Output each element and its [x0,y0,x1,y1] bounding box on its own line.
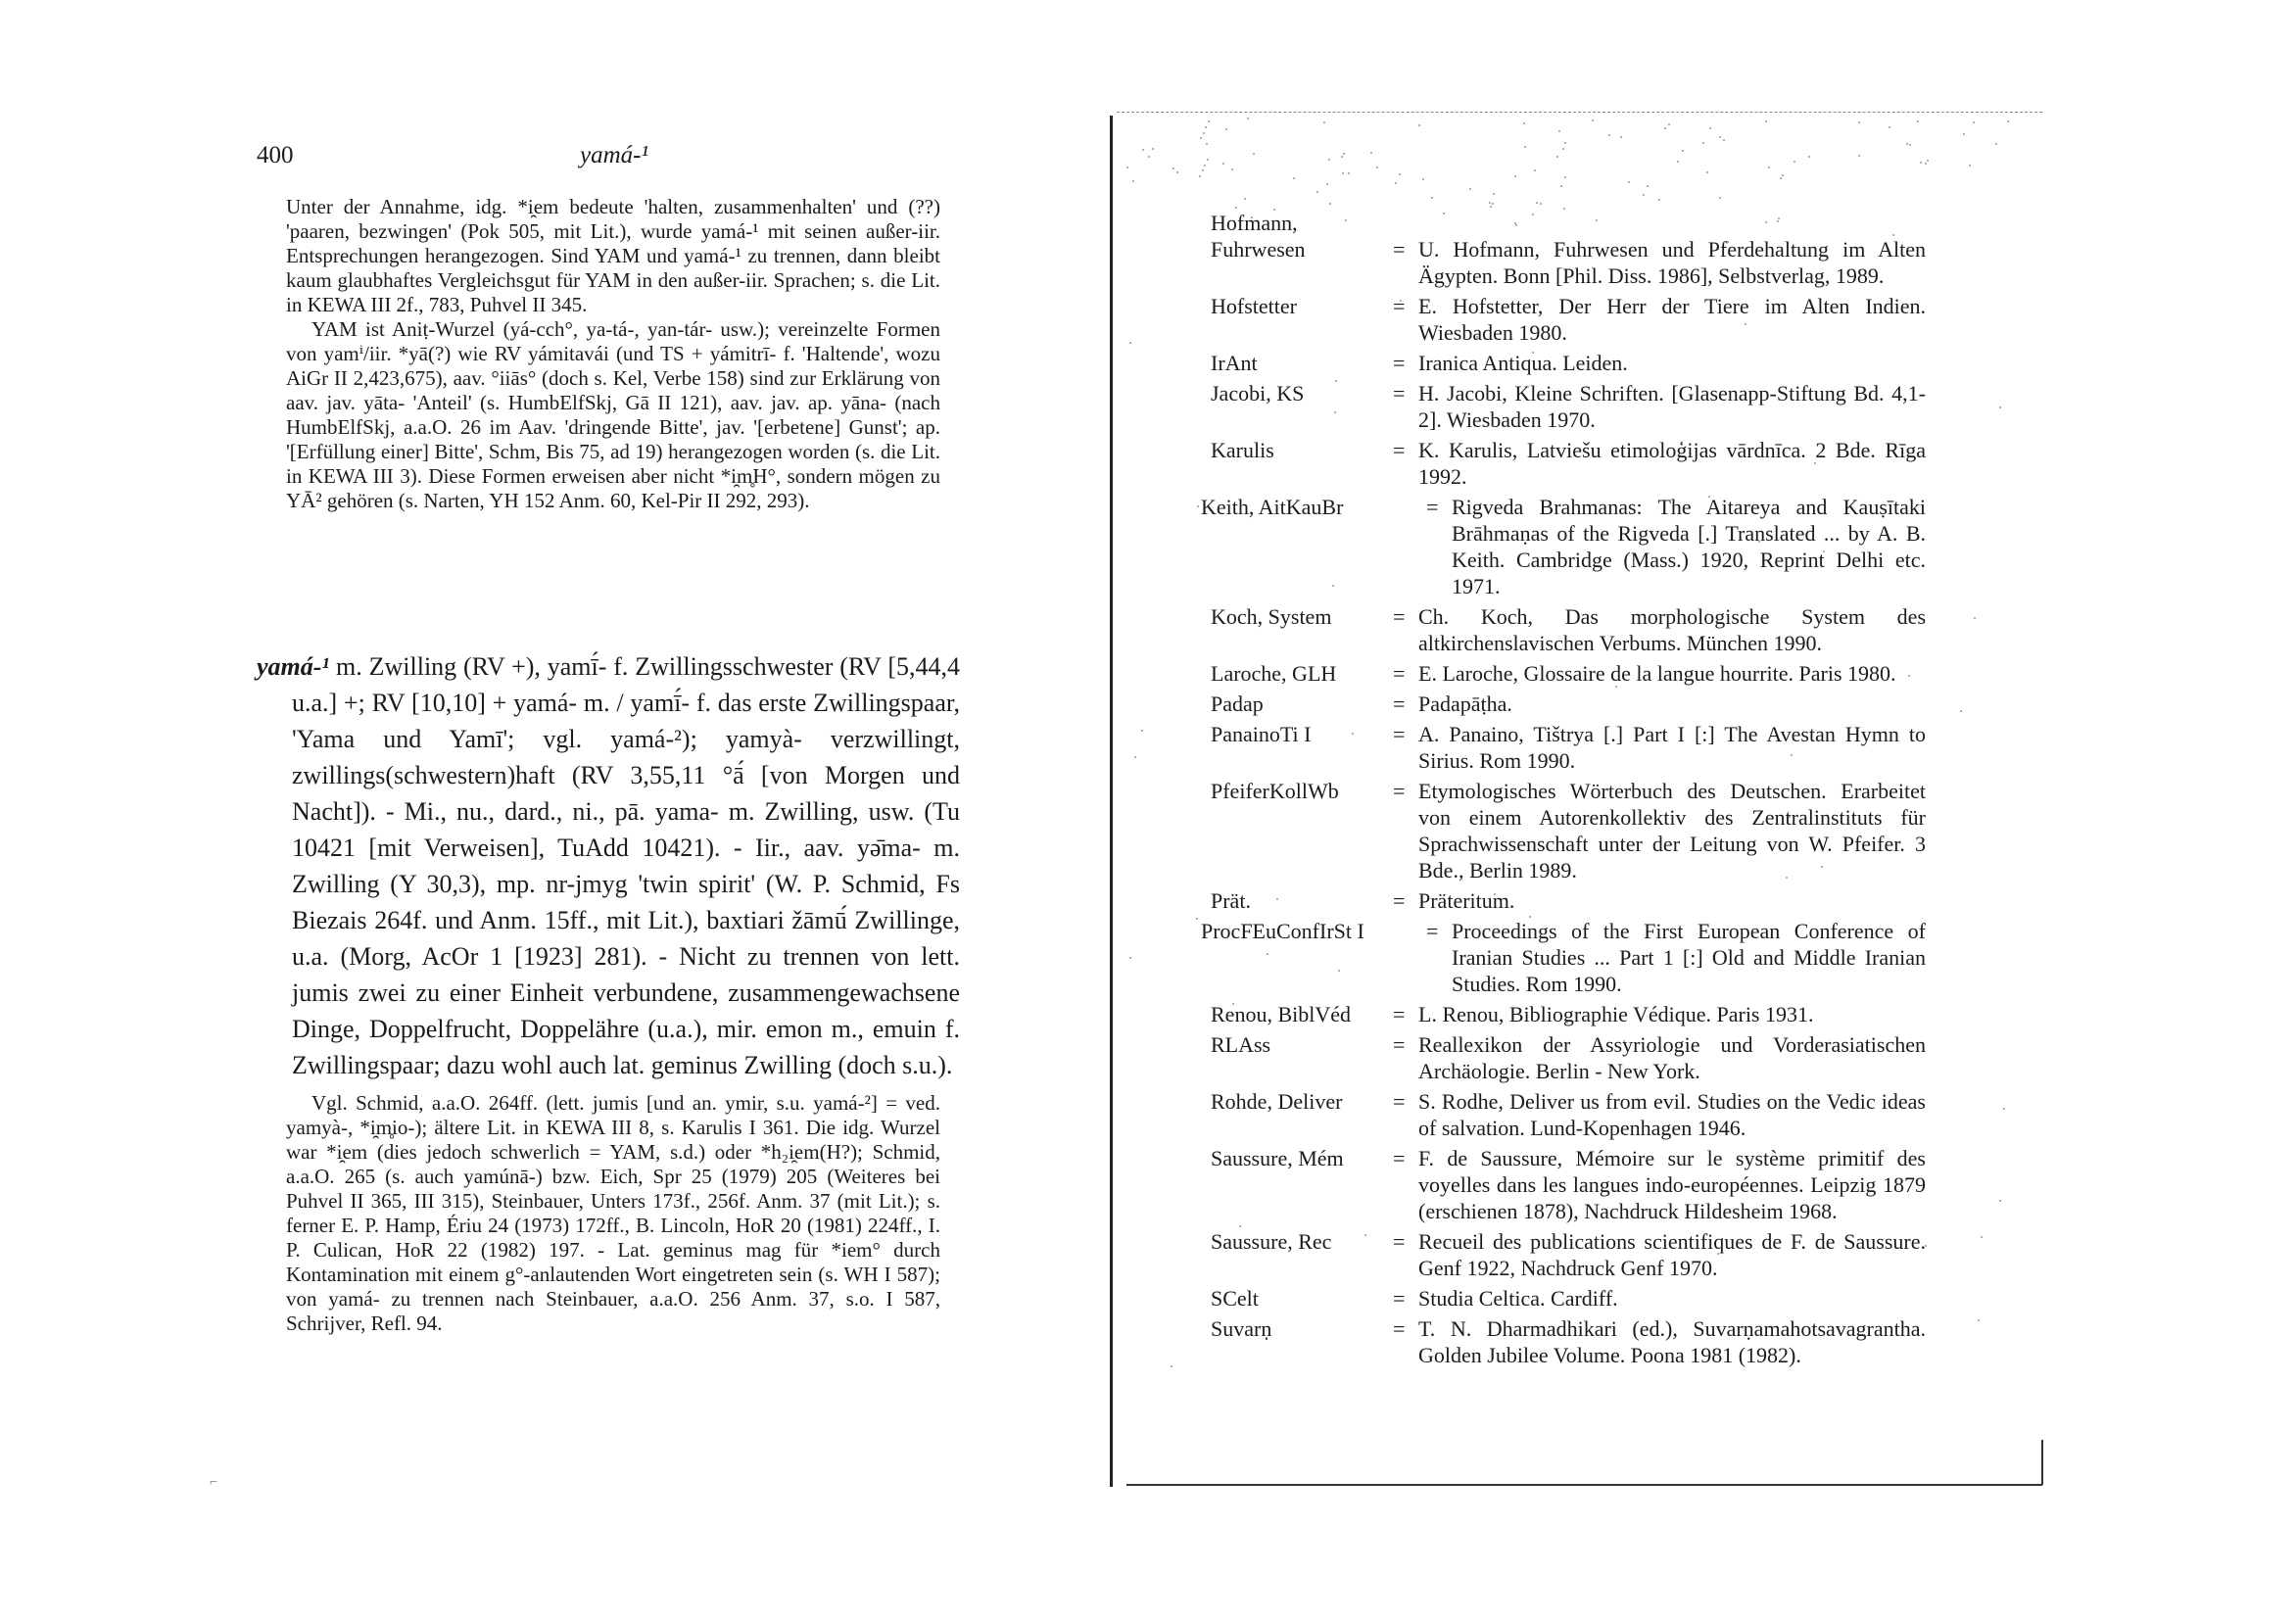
speckle [1141,730,1143,732]
speckle [1206,143,1208,145]
abbreviation-row [1201,1001,1926,1027]
speckle [1370,152,1372,154]
equals-sign: = [1393,692,1406,716]
speckle [1920,162,1922,164]
speckle [1960,710,1962,712]
entry-headword: yamá-¹ [257,652,330,681]
speckle [1171,1365,1172,1367]
abbreviation-row [1201,350,1926,376]
abbreviation-value: F. de Saussure, Mémoire sur le système primitif des voyelles dans les langues indo-européennes. Leipzig 1879 (erschienen 1878), Nachdruck Hildesheim 1968. [1418,1146,1926,1223]
speckle [1490,206,1492,208]
speckle [1999,1200,2001,1202]
speckle [1906,143,1908,145]
speckle [1431,197,1433,199]
speckle [1628,181,1630,183]
abbreviation-row [1201,1285,1926,1312]
speckle [1341,156,1343,158]
speckle [1917,120,1919,122]
equals-sign: = [1393,1089,1406,1114]
entry-text [257,648,960,1083]
speckle [1558,130,1560,132]
speckle [1858,155,1860,157]
equals-sign: = [1393,438,1406,462]
abbreviation-key: Hofstetter [1211,294,1297,318]
speckle [1244,198,1246,200]
speckle [1719,136,1721,138]
speckle [1208,120,1210,122]
speckle [1343,153,1345,155]
equals-sign: = [1393,1229,1406,1254]
abbreviation-key: Fuhrwesen [1211,237,1306,262]
equals-sign: = [1393,1002,1406,1026]
equals-sign [1393,210,1418,236]
speckle [1222,163,1224,165]
abbreviation-key: Suvarṇ [1211,1316,1272,1341]
speckle [1348,172,1350,174]
abbreviation-value: K. Karulis, Latviešu etimoloģijas vārdnīca. 2 Bde. Rīga 1992. [1418,438,1926,489]
speckle [1132,180,1134,182]
speckle [2007,120,2009,122]
speckle [1376,167,1378,168]
speckle [1399,173,1401,175]
abbreviation-key: Koch, System [1211,604,1332,629]
equals-sign: = [1393,1286,1406,1311]
speckle [1489,202,1491,204]
abbreviation-key: Prät. [1211,888,1251,913]
frame-bottom-line [1126,1484,2042,1486]
speckle [1176,171,1178,173]
abbreviation-row [1201,1315,1926,1368]
abbreviation-row [1201,380,1926,433]
abbreviation-row [1201,236,1926,289]
entry-note [286,1091,940,1336]
frame-top-line [1117,112,2042,113]
abbreviation-key: Padap [1211,692,1264,716]
equals-sign: = [1426,919,1439,943]
speckle [1129,342,1131,344]
abbreviation-key: ProcFEuConfIrSt I [1201,919,1364,943]
speckle [1592,119,1594,121]
page-number: 400 [257,142,294,168]
speckle [1126,167,1128,168]
speckle [1556,156,1558,158]
speckle [1235,207,1237,209]
speckle [1203,132,1205,134]
speckle [1316,191,1318,193]
speckle [1328,159,1330,161]
speckle [1643,194,1645,196]
abbreviation-value: Rigveda Brahmanas: The Aitareya and Kauṣītaki Brāhmaṇas of the Rigveda [.] Translated ... by A. B. Keith. Cambridge (Mass.) 1920, Reprint Delhi etc. 1971. [1452,495,1926,598]
abbreviation-value: Proceedings of the First European Conference of Iranian Studies ... Part 1 [:] Old and Middle Iranian Studies. Rom 1990. [1452,919,1926,996]
abbreviation-value: U. Hofmann, Fuhrwesen und Pferdehaltung im Alten Ägypten. Bonn [Phil. Diss. 1986], Selbstverlag, 1989. [1418,237,1926,288]
running-head: yamá-¹ [580,142,648,168]
abbreviation-row [1201,1228,1926,1281]
speckle [1492,203,1494,205]
abbreviation-key: Saussure, Mém [1211,1146,1344,1170]
speckle [1664,127,1666,129]
speckle [1172,167,1174,169]
abbreviation-row [1201,210,1926,236]
abbreviation-key: PanainoTi I [1211,722,1312,746]
abbreviation-value: Recueil des publications scientifiques de F. de Saussure. Genf 1922, Nachdruck Genf 1970. [1418,1229,1926,1280]
speckle [1205,126,1207,128]
speckle [1253,153,1255,155]
speckle [1134,756,1136,758]
abbreviation-value: Präteritum. [1418,888,1515,913]
speckle [1963,133,1965,135]
speckle [1794,161,1795,163]
speckle [1197,505,1199,507]
abbreviation-row [1201,494,1926,599]
equals-sign: = [1393,1032,1406,1057]
abbreviation-key: IrAnt [1211,351,1258,375]
equals-sign: = [1393,351,1406,375]
abbreviation-row [1201,660,1926,687]
speckle [1342,172,1344,174]
equals-sign: = [1393,294,1406,318]
speckle [1323,121,1325,123]
paragraph: YAM ist Aniṭ-Wurzel (yá-cch°, ya-tá-, yan-tár- usw.); vereinzelte Formen von yamⁱ/iir. *yā(?) wie RV yámitavái (und TS + yámitrī- f. 'Haltende', wozu AiGr II 2,423,675), aav. °iiās° (doch s. Kel, Verbe 158) sind zur Erklärung von aav. jav. yāta- 'Anteil' (s. HumbElfSkj, Gā II 121), aav. jav. ap. yāna- (nach HumbElfSkj, a.a.O. 26 im Aav. 'dringende Bitte', jav. '[erbetene] Gunst'; ap. '[Erfüllung einer] Bitte', Schm, Bis 75, ad 19) herangezogen worden (s. die Lit. in KEWA III 3). Diese Formen erweisen aber nicht *i̯m̥H°, sondern mögen zu YĀ² gehören (s. Narten, YH 152 Anm. 60, Kel-Pir II 292, 293). [286,317,940,512]
speckle [1999,406,2001,408]
speckle [1514,175,1516,177]
speckle [1768,167,1770,168]
scan-mark: ⌐ [210,1475,217,1490]
speckle [2003,1108,2005,1110]
left-page [0,0,1126,1622]
speckle [1395,182,1397,184]
speckle [1709,127,1711,129]
abbreviation-key: PfeiferKollWb [1211,779,1339,803]
speckle [1782,174,1784,176]
abbreviation-value: E. Hofstetter, Der Herr der Tiere im Alten Indien. Wiesbaden 1980. [1418,294,1926,345]
speckle [1142,149,1144,151]
abbreviation-row [1201,437,1926,490]
frame-corner [2041,1440,2043,1485]
speckle [1927,160,1929,162]
speckle [1200,137,1202,139]
abbreviation-key: Jacobi, KS [1211,381,1305,406]
abbreviation-row [1201,1088,1926,1141]
speckle [1765,120,1767,122]
speckle [1973,121,1975,123]
abbreviation-row [1201,1145,1926,1224]
speckle [1909,144,1911,146]
abbreviation-key: Renou, BiblVéd [1211,1002,1351,1026]
abbreviation-value: Etymologisches Wörterbuch des Deutschen. Erarbeitet von einem Autorenkollektiv des Zentralinstituts für Sprachwissenschaft unter der Leitung von W. Pfeifer. 3 Bde., Berlin 1989. [1418,779,1926,883]
speckle [1706,171,1708,173]
speckle [1719,197,1721,199]
equals-sign: = [1393,1316,1406,1341]
speckle [1620,136,1622,138]
speckle [1702,142,1704,144]
speckle [1329,203,1331,205]
speckle [1658,199,1660,201]
speckle [1560,185,1562,187]
equals-sign: = [1393,661,1406,686]
equals-sign: = [1393,779,1406,803]
abbreviation-key: Saussure, Rec [1211,1229,1332,1254]
speckle [1889,126,1890,128]
abbreviation-row [1201,691,1926,717]
equals-sign: = [1393,1146,1406,1170]
paragraph: Vgl. Schmid, a.a.O. 264ff. (lett. jumis [und an. ymir, s.u. yamá-²] = ved. yamyà-, *i̯m̥io-); ältere Lit. in KEWA III 8, s. Karulis I 361. Die idg. Wurzel war *i̯em (dies jedoch schwerlich = YAM, s.d.) oder *h₂i̯em(H?); Schmid, a.a.O. 265 (s. auch yamúnā-) bzw. Eich, Spr 25 (1979) 205 (Weiteres bei Puhvel II 365, III 315), Steinbauer, Unters 173f., 256f. Anm. 37 (mit Lit.); s. ferner E. P. Hamp, Ériu 24 (1973) 172ff., B. Lincoln, HoR 20 (1981) 224ff., I. P. Culican, HoR 22 (1982) 197. - Lat. geminus mag für *iem° durch Kontamination mit einem g°-anlautenden Wort eingetreten sein (s. WH I 587); von yamá- zu trennen nach Steinbauer, a.a.O. 256 Anm. 37, s.o. I 587, Schrijver, Refl. 94. [286,1091,940,1335]
speckle [1562,148,1564,150]
speckle [1780,177,1782,179]
abbreviation-key: SCelt [1211,1286,1259,1311]
abbreviation-row [1201,603,1926,656]
speckle [1469,188,1471,190]
abbreviation-value: S. Rodhe, Deliver us from evil. Studies on the Vedic ideas of salvation. Lund-Kopenhagen 1946. [1418,1089,1926,1140]
page-spine [1110,116,1113,1487]
speckle [1129,957,1131,959]
abbreviation-value: Ch. Koch, Das morphologische System des altkirchenslavischen Verbums. München 1990. [1418,604,1926,655]
abbreviation-value: H. Jacobi, Kleine Schriften. [Glasenapp-Stiftung Bd. 4,1-2]. Wiesbaden 1970. [1418,381,1926,432]
abbreviation-row [1201,1031,1926,1084]
speckle [1723,139,1725,141]
speckle [1647,185,1649,187]
equals-sign: = [1393,604,1406,629]
abbreviation-value: L. Renou, Bibliographie Védique. Paris 1931. [1418,1002,1814,1026]
abbreviation-key: Karulis [1211,438,1274,462]
speckle [1564,142,1566,144]
abbreviation-value: Reallexikon der Assyriologie und Vorderasiatischen Archäologie. Berlin - New York. [1418,1032,1926,1083]
speckle [1858,121,1860,123]
dictionary-entry [257,648,960,1083]
abbreviation-value: Iranica Antiqua. Leiden. [1418,351,1628,375]
speckle [1225,128,1227,130]
speckle [1925,163,1927,165]
speckle [1418,124,1420,126]
speckle [1152,148,1154,150]
speckle [1540,203,1542,205]
speckle [1564,176,1566,178]
speckle [1974,617,1976,619]
abbreviation-key: RLAss [1211,1032,1271,1057]
abbreviation-value: Studia Celtica. Cardiff. [1418,1286,1618,1311]
abbreviation-list [1201,210,1926,1372]
intro-paragraphs [286,195,940,513]
speckle [1196,918,1198,920]
speckle [1148,156,1150,158]
speckle [1422,178,1424,180]
speckle [1969,165,1971,167]
abbreviation-value: Padapāṭha. [1418,692,1512,716]
entry-body: m. Zwilling (RV +), yamī́- f. Zwillingsschwester (RV [5,44,4 u.a.] +; RV [10,10] + yamá- m. / yamī́- f. das erste Zwillingspaar, 'Yama und Yamī'; vgl. yamá-²); yamyà- verzwillingt, zwillings(schwestern)haft (RV 3,55,11 °ā́ [von Morgen und Nacht]). - Mi., nu., dard., ni., pā. yama- m. Zwilling, usw. (Tu 10421 [mit Verweisen], TuAdd 10421). - Iir., aav. yə̄ma- m. Zwilling (Y 30,3), mp. nr-jmyg 'twin spirit' (W. P. Schmid, Fs Biezais 264f. und Anm. 15ff., mit Lit.), baxtiari žāmū́ Zwillinge, u.a. (Morg, AcOr 1 [1923] 281). - Nicht zu trennen von lett. jumis zwei zu einer Einheit verbundene, zusammengewachsene Dinge, Doppelfrucht, Doppelähre (u.a.), mir. emon m., emuin f. Zwillingspaar; dazu wohl auch lat. geminus Zwilling (doch s.u.). [292,652,960,1079]
speckle [1204,165,1206,167]
speckle [1523,122,1525,124]
equals-sign: = [1393,722,1406,746]
speckle [1608,134,1610,136]
abbreviation-row [1201,887,1926,914]
equals-sign: = [1393,888,1406,913]
abbreviation-value: E. Laroche, Glossaire de la langue hourrite. Paris 1980. [1418,661,1896,686]
abbreviation-key: Laroche, GLH [1211,661,1337,686]
speckle [1978,1319,1980,1321]
paragraph: Unter der Annahme, idg. *i̯em bedeute 'halten, zusammenhalten' und (??) 'paaren, bezwingen' (Pok 505, mit Lit.), wurde yamá-¹ mit seinen außer-iir. Entsprechungen herangezogen. Sind YAM und yamá-¹ zu trennen, dann bleibt kaum glaubhaftes Vergleichsgut für YAM in den außer-iir. Sprachen; s. die Lit. in KEWA III 2f., 783, Puhvel II 345. [286,195,940,316]
speckle [1199,175,1201,177]
speckle [1808,156,1810,158]
speckle [1202,169,1204,171]
equals-sign: = [1426,495,1439,519]
speckle [1524,146,1526,148]
speckle [1682,150,1684,152]
speckle [1207,159,1209,161]
abbreviation-row [1201,918,1926,997]
speckle [1981,1236,1983,1238]
speckle [1293,177,1295,179]
abbreviation-row [1201,721,1926,774]
speckle [1493,193,1495,195]
abbreviation-key: Keith, AitKauBr [1201,495,1344,519]
abbreviation-value [1418,210,1926,236]
equals-sign: = [1393,381,1406,406]
abbreviation-value: A. Panaino, Tištrya [.] Part I [:] The Avestan Hymn to Sirius. Rom 1990. [1418,722,1926,773]
speckle [1247,118,1249,119]
speckle [1668,123,1670,125]
equals-sign: = [1393,237,1406,262]
abbreviation-row [1201,293,1926,346]
abbreviation-key: Hofmann, [1211,211,1298,235]
speckle [1231,168,1233,170]
speckle [1995,143,1997,145]
abbreviation-value: T. N. Dharmadhikari (ed.), Suvarṇamahotsavagrantha. Golden Jubilee Volume. Poona 1981 (1982). [1418,1316,1926,1367]
abbreviation-key: Rohde, Deliver [1211,1089,1343,1114]
speckle [1536,202,1538,204]
abbreviation-row [1201,778,1926,883]
speckle [1326,183,1328,185]
speckle [1534,169,1536,171]
speckle [1677,161,1679,163]
